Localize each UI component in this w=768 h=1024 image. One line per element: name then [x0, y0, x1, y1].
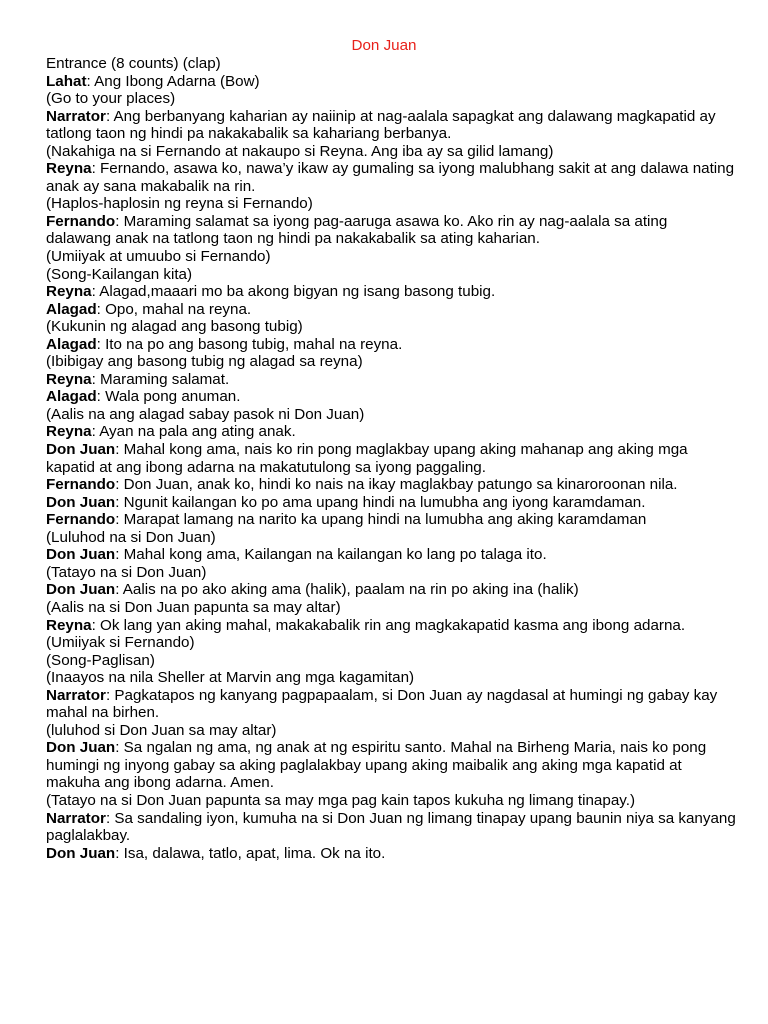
line-text: : Opo, mahal na reyna. [96, 300, 252, 318]
dialogue-line [46, 810, 736, 845]
speaker-name: Don Juan [46, 441, 116, 459]
line-text: : Ngunit kailangan ko po ama upang hindi na lumubha ang iyong karamdaman. [115, 493, 646, 511]
dialogue-line [46, 283, 736, 301]
line-text: (Aalis na si Don Juan papunta sa may altar) [46, 598, 341, 616]
speaker-name: Alagad [46, 388, 97, 406]
line-text: : Don Juan, anak ko, hindi ko nais na ikay maglakbay patungo sa kinaroroonan nila. [115, 476, 678, 494]
dialogue-line [46, 581, 736, 599]
dialogue-line [46, 388, 736, 406]
speaker-name: Reyna [46, 160, 92, 178]
stage-direction [46, 318, 736, 336]
line-text: : Fernando, asawa ko, nawa’y ikaw ay gumaling sa iyong malubhang sakit at ang dalawa nating anak ay sana makabalik na rin. [46, 160, 735, 195]
line-text: (Umiiyak si Fernando) [46, 634, 195, 652]
line-text: (Song-Paglisan) [46, 651, 155, 669]
line-text: : Sa ngalan ng ama, ng anak at ng espiritu santo. Mahal na Birheng Maria, nais ko pong humingi ng inyong gabay sa aking paglalakbay upang aking maibalik ang aking mga kapatid at makuha ang ibong adarna. Amen. [46, 739, 707, 792]
line-text: (Tatayo na si Don Juan papunta sa may mga pag kain tapos kukuha ng limang tinapay.) [46, 791, 636, 809]
line-text: (Inaayos na nila Sheller at Marvin ang mga kagamitan) [46, 669, 415, 687]
speaker-name: Fernando [46, 476, 116, 494]
line-text: : Aalis na po ako aking ama (halik), paalam na rin po aking ina (halik) [115, 581, 579, 599]
stage-direction [46, 353, 736, 371]
stage-direction [46, 669, 736, 687]
line-text: (Nakahiga na si Fernando at nakaupo si Reyna. Ang iba ay sa gilid lamang) [46, 142, 554, 160]
stage-direction [46, 634, 736, 652]
speaker-name: Narrator [46, 809, 106, 827]
dialogue-line [46, 739, 736, 792]
line-text: : Ito na po ang basong tubig, mahal na reyna. [96, 335, 403, 353]
line-text: : Maraming salamat sa iyong pag-aaruga asawa ko. Ako rin ay nag-aalala sa ating dalawang anak na tatlong taon ng hindi pa nakakabalik sa ating kaharian. [46, 212, 668, 248]
dialogue-line [46, 73, 736, 91]
stage-direction [46, 722, 736, 740]
stage-direction [46, 266, 736, 284]
stage-direction [46, 143, 736, 161]
stage-direction [46, 195, 736, 213]
stage-direction [46, 564, 736, 582]
dialogue-line [46, 160, 736, 195]
stage-direction [46, 248, 736, 266]
line-text: (Luluhod na si Don Juan) [46, 528, 216, 546]
stage-direction [46, 55, 736, 73]
line-text: : Ang berbanyang kaharian ay naiinip at nag-aalala sapagkat ang dalawang magkapatid ay tatlong taon ng hindi pa nakakabalik sa kahariang berbanya. [46, 107, 716, 143]
line-text: : Pagkatapos ng kanyang pagpapaalam, si Don Juan ay nagdasal at humingi ng gabay kay mahal na birhen. [46, 686, 718, 722]
speaker-name: Reyna [46, 370, 92, 388]
line-text: : Ok lang yan aking mahal, makakabalik rin ang magkakapatid kasma ang ibong adarna. [91, 616, 686, 634]
line-text: : Maraming salamat. [91, 370, 230, 388]
dialogue-line [46, 494, 736, 512]
dialogue-line [46, 617, 736, 635]
dialogue-line [46, 336, 736, 354]
dialogue-line [46, 301, 736, 319]
line-text: : Marapat lamang na narito ka upang hindi na lumubha ang aking karamdaman [115, 511, 647, 529]
line-text: (luluhod si Don Juan sa may altar) [46, 721, 277, 739]
page-title: Don Juan [351, 37, 417, 54]
stage-direction [46, 599, 736, 617]
line-text: (Tatayo na si Don Juan) [46, 563, 207, 581]
line-text: : Wala pong anuman. [96, 388, 241, 406]
line-text: (Kukunin ng alagad ang basong tubig) [46, 318, 303, 336]
line-text: (Go to your places) [46, 90, 176, 108]
dialogue-line [46, 845, 736, 863]
speaker-name: Fernando [46, 511, 116, 529]
line-text: : Mahal kong ama, Kailangan na kailangan ko lang po talaga ito. [115, 546, 547, 564]
dialogue-line [46, 108, 736, 143]
dialogue-line [46, 476, 736, 494]
speaker-name: Don Juan [46, 493, 116, 511]
line-text: : Isa, dalawa, tatlo, apat, lima. Ok na ito. [115, 844, 386, 862]
speaker-name: Alagad [46, 335, 97, 353]
dialogue-line [46, 423, 736, 441]
speaker-name: Narrator [46, 107, 106, 125]
stage-direction [46, 406, 736, 424]
speaker-name: Reyna [46, 616, 92, 634]
dialogue-line [46, 371, 736, 389]
line-text: : Ayan na pala ang ating anak. [91, 423, 296, 441]
dialogue-line [46, 441, 736, 476]
stage-direction [46, 652, 736, 670]
line-text: (Haplos-haplosin ng reyna si Fernando) [46, 195, 313, 213]
speaker-name: Don Juan [46, 844, 116, 862]
dialogue-line [46, 213, 736, 248]
line-text: : Sa sandaling iyon, kumuha na si Don Juan ng limang tinapay upang baunin niya sa kanyang paglalakbay. [46, 809, 736, 845]
speaker-name: Narrator [46, 686, 106, 704]
speaker-name: Fernando [46, 212, 116, 230]
line-text: (Aalis na ang alagad sabay pasok ni Don Juan) [46, 405, 365, 423]
script-body [46, 55, 736, 862]
speaker-name: Don Juan [46, 546, 116, 564]
dialogue-line [46, 546, 736, 564]
speaker-name: Reyna [46, 283, 92, 301]
speaker-name: Alagad [46, 300, 97, 318]
line-text: : Alagad,maaari mo ba akong bigyan ng isang basong tubig. [91, 283, 496, 301]
speaker-name: Don Juan [46, 581, 116, 599]
stage-direction [46, 90, 736, 108]
dialogue-line [46, 511, 736, 529]
line-text: (Song-Kailangan kita) [46, 265, 193, 283]
dialogue-line [46, 687, 736, 722]
line-text: (Ibibigay ang basong tubig ng alagad sa reyna) [46, 353, 363, 371]
speaker-name: Reyna [46, 423, 92, 441]
line-text: (Umiiyak at umuubo si Fernando) [46, 248, 271, 266]
stage-direction [46, 529, 736, 547]
line-text: Entrance (8 counts) (clap) [46, 55, 221, 72]
speaker-name: Lahat [46, 72, 87, 90]
line-text: : Mahal kong ama, nais ko rin pong maglakbay upang aking mahanap ang aking mga kapatid at ang ibong adarna na makatutulong sa iyong paggaling. [46, 441, 688, 476]
line-text: : Ang Ibong Adarna (Bow) [86, 72, 260, 90]
speaker-name: Don Juan [46, 739, 116, 757]
stage-direction [46, 792, 736, 810]
